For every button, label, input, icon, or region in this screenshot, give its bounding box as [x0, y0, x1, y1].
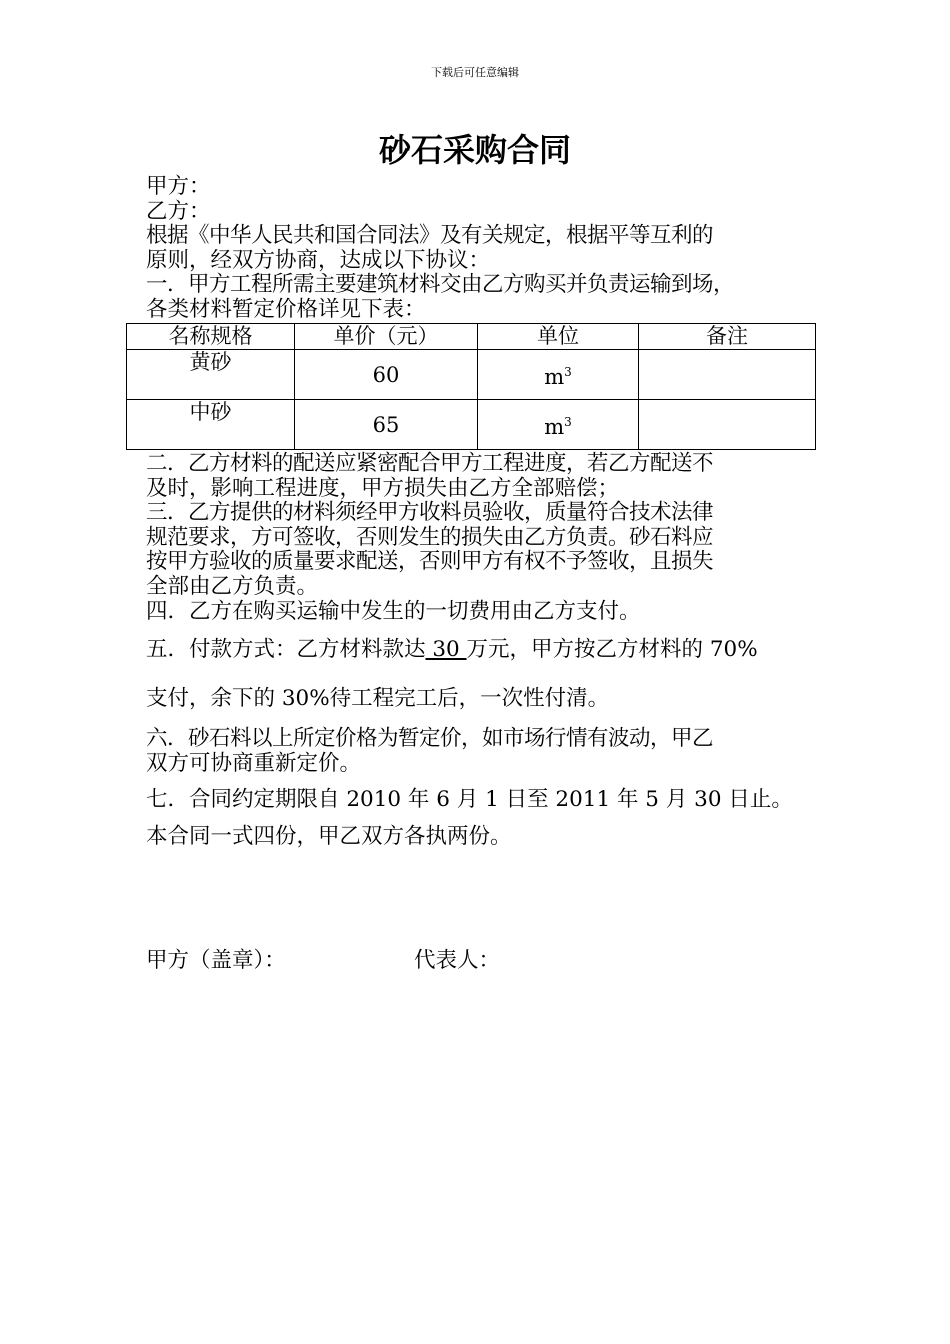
clause-2-line-2: 及时，影响工程进度，甲方损失由乙方全部赔偿；: [146, 475, 620, 501]
cell-name: 中砂: [127, 400, 295, 450]
cell-note: [639, 350, 816, 400]
cell-unit: [478, 350, 639, 400]
intro-line-2: 原则，经双方协商，达成以下协议：: [146, 247, 491, 273]
closing-block: [146, 825, 816, 850]
clause-5: [146, 638, 816, 663]
clause-1-line-2: 各类材料暂定价格详见下表：: [146, 296, 426, 322]
clause-7-block: [146, 788, 816, 813]
clause-5-line-1: [146, 638, 816, 663]
clause-6: [146, 727, 816, 776]
clause-5-amount: 30: [425, 637, 467, 662]
cell-price: 60: [295, 350, 478, 400]
clause-3-line-4: 全部由乙方负责。: [146, 573, 319, 599]
header-note: 下载后可任意编辑: [431, 66, 519, 79]
column-header-unit: 单位: [478, 324, 639, 350]
unit-superscript: 3: [564, 365, 572, 379]
clause-7: 七．合同约定期限自 2010 年 6 月 1 日至 2011 年 5 月 30 日止。: [146, 787, 793, 812]
clause-5-part-2: 万元，甲方按乙方材料的 70%: [466, 637, 758, 662]
intro-line-1: 根据《中华人民共和国合同法》及有关规定，根据平等互利的: [146, 223, 714, 249]
clause-5-part-1: 五．付款方式：乙方材料款达: [146, 637, 426, 662]
price-table: [126, 323, 816, 450]
clause-6-line-1: 六．砂石料以上所定价格为暂定价，如市场行情有波动，甲乙: [146, 726, 714, 751]
closing-statement: 本合同一式四份，甲乙双方各执两份。: [146, 824, 512, 849]
cell-price: 65: [295, 400, 478, 450]
unit-text: m: [544, 365, 565, 389]
clause-1-line-1: 一．甲方工程所需主要建筑材料交由乙方购买并负责运输到场，: [146, 272, 735, 298]
table-header-row: [127, 324, 816, 350]
party-a-seal-label: 甲方（盖章）：: [146, 948, 286, 973]
page-title: 砂石采购合同: [378, 131, 571, 169]
party-a-label: 甲方：: [146, 174, 211, 199]
unit-superscript: 3: [564, 415, 572, 429]
cell-note: [639, 400, 816, 450]
table-row: [127, 400, 816, 450]
clause-3-line-3: 按甲方验收的质量要求配送，否则甲方有权不予签收，且损失: [146, 549, 714, 575]
unit-text: m: [544, 415, 565, 439]
clause-2-line-1: 二．乙方材料的配送应紧密配合甲方工程进度，若乙方配送不: [146, 451, 714, 476]
clauses-2-4: [146, 452, 816, 624]
cell-name: 黄砂: [127, 350, 295, 400]
column-header-name: 名称规格: [127, 324, 295, 350]
parties-intro: [146, 175, 816, 323]
table-row: [127, 350, 816, 400]
representative-label: 代表人：: [414, 948, 501, 973]
clause-6-line-2: 双方可协商重新定价。: [146, 750, 362, 776]
clause-3-line-2: 规范要求，方可签收，否则发生的损失由乙方负责。砂石料应: [146, 524, 714, 550]
column-header-price: 单价（元）: [295, 324, 478, 350]
column-header-note: 备注: [639, 324, 816, 350]
cell-unit: [478, 400, 639, 450]
clause-5-line-2: 支付，余下的 30%待工程完工后，一次性付清。: [146, 686, 610, 711]
clause-5-cont: [146, 687, 816, 712]
clause-3-line-1: 三．乙方提供的材料须经甲方收料员验收，质量符合技术法律: [146, 500, 714, 526]
clause-4: 四．乙方在购买运输中发生的一切费用由乙方支付。: [146, 598, 641, 624]
party-b-label: 乙方：: [146, 198, 211, 224]
